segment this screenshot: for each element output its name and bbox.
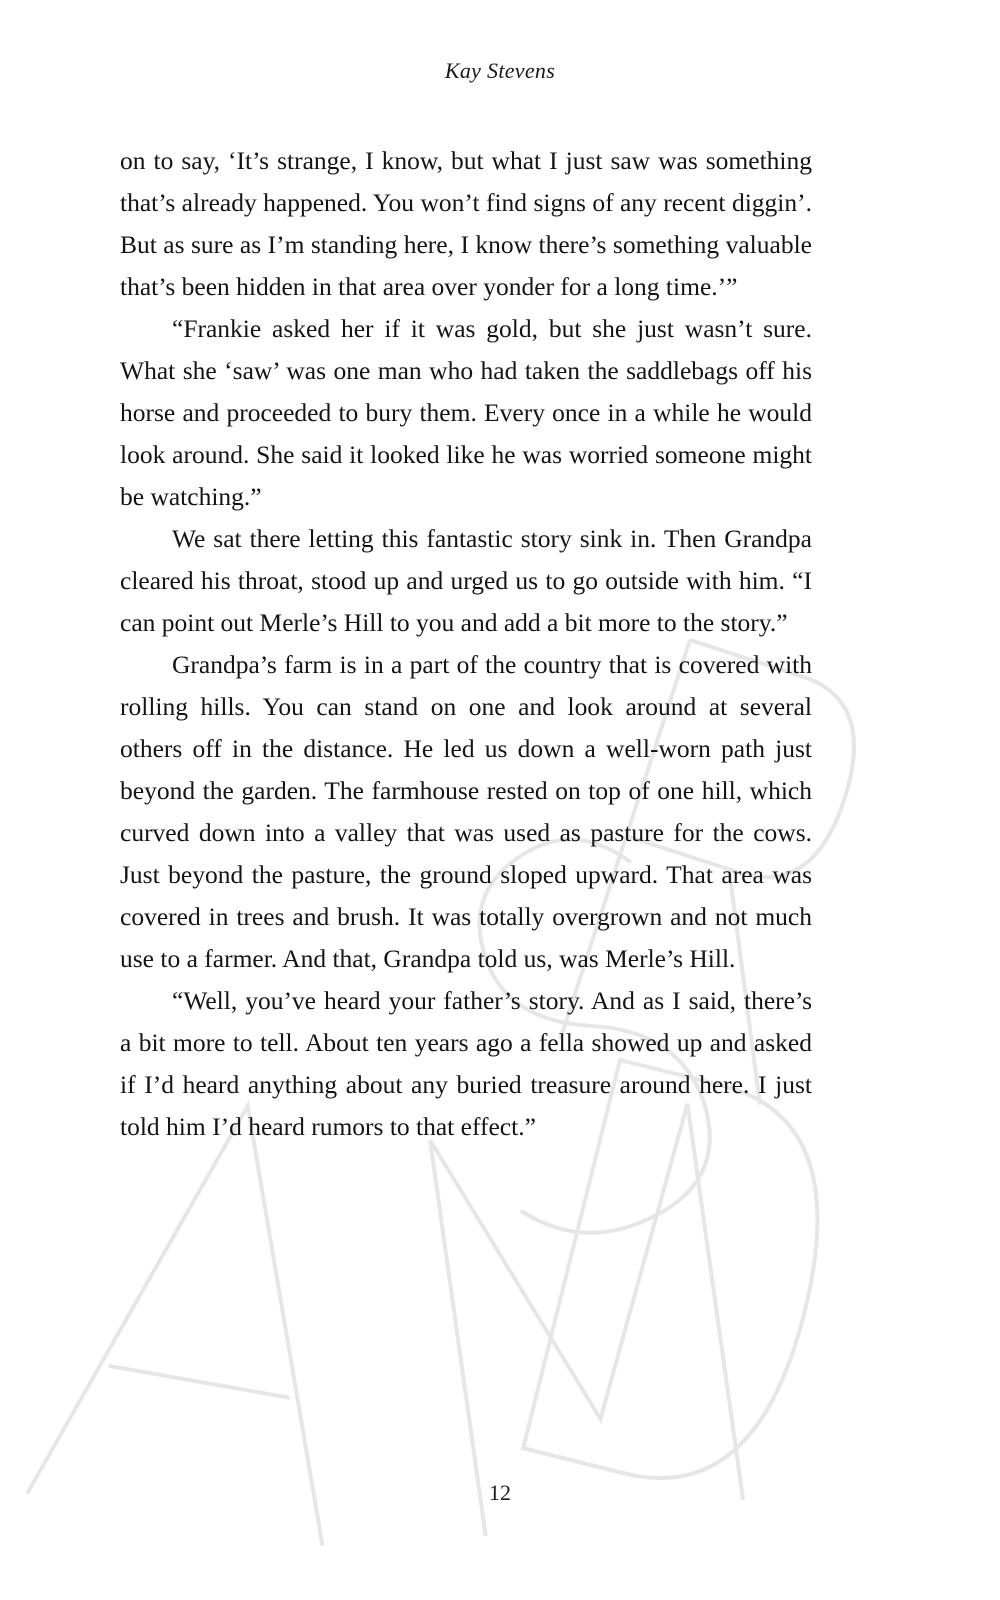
watermark-letter-a xyxy=(27,1080,395,1546)
running-head: Kay Stevens xyxy=(444,58,556,83)
page-number: 12 xyxy=(489,1480,511,1505)
watermark-letter-m xyxy=(430,1104,743,1536)
paragraph: Grandpa’s farm is in a part of the country that is covered with rolling hills. You can stand on one and look around at several others off in the distance. He led us down a well-worn path just beyond the garden. The farmhouse rested on top of one hill, which curved down into a valley that was used as pasture for the cows. Just beyond the pasture, the ground sloped upward. That area was covered in trees and brush. It was totally overgrown and not much use to a farmer. And that, Grandpa told us, was Merle’s Hill. xyxy=(120,650,812,973)
paragraph: We sat there letting this fantastic story sink in. Then Grandpa cleared his throat, stood up and urged us to go outside with him. “I can point out Merle’s Hill to you and add a bit more to the story.” xyxy=(120,524,812,637)
paragraph: “Frankie asked her if it was gold, but she just wasn’t sure. What she ‘saw’ was one man who had taken the saddlebags off his horse and proceeded to bury them. Every once in a while he would look around. She said it looked like he was worried someone might be watching.” xyxy=(120,314,812,511)
paragraph: “Well, you’ve heard your father’s story. And as I said, there’s a bit more to tell. About ten years ago a fella showed up and asked if I’d heard anything about any buried treasure around here. I just told him I’d heard rumors to that effect.” xyxy=(120,986,812,1141)
body-text-column xyxy=(120,140,812,1148)
paragraph: on to say, ‘It’s strange, I know, but what I just saw was something that’s already happened. You won’t find signs of any recent diggin’. But as sure as I’m standing here, I know there’s something valuable that’s been hidden in that area over yonder for a long time.’” xyxy=(120,146,812,301)
